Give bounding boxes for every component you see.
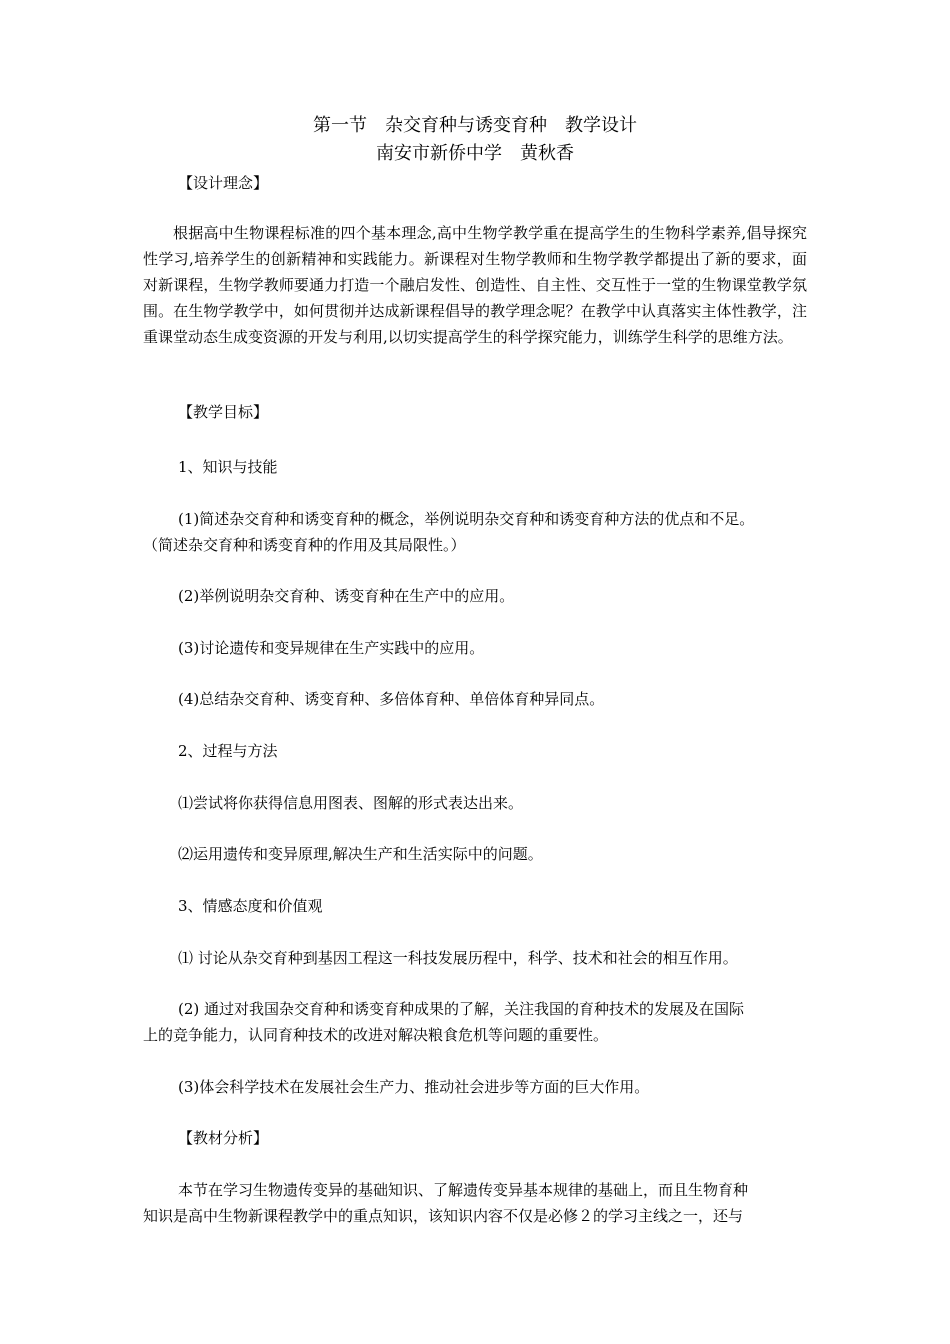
knowledge-heading: 1、知识与技能 xyxy=(178,458,278,476)
section-heading-goals: 【教学目标】 xyxy=(178,403,269,421)
design-concept-paragraph: 根据高中生物课程标准的四个基本理念,高中生物学教学重在提高学生的生物科学素养,倡导探究性学习,培养学生的创新精神和实践能力。新课程对生物学教师和生物学教学都提出了新的要求，面对新课程，生物学教师要通力打造一个融启发性、创造性、自主性、交互性于一堂的生物课堂教学氛围。在生物学教学中，如何贯彻并达成新课程倡导的教学理念呢？在教学中认真落实主体性教学，注重课堂动态生成变资源的开发与利用,以切实提高学生的科学探究能力，训练学生科学的思维方法。 xyxy=(143,224,807,346)
knowledge-item-1: (1)简述杂交育种和诱变育种的概念，举例说明杂交育种和诱变育种方法的优点和不足。 xyxy=(178,510,755,528)
document-title: 第一节 杂交育种与诱变育种 教学设计 xyxy=(313,115,637,136)
knowledge-item-4: (4)总结杂交育种、诱变育种、多倍体育种、单倍体育种异同点。 xyxy=(178,690,605,708)
analysis-paragraph-line-2: 知识是高中生物新课程教学中的重点知识，该知识内容不仅是必修２的学习主线之一，还与 xyxy=(143,1207,744,1225)
knowledge-item-1-continued: （简述杂交育种和诱变育种的作用及其局限性。） xyxy=(143,536,466,554)
analysis-paragraph-line-1: 本节在学习生物遗传变异的基础知识、了解遗传变异基本规律的基础上，而且生物育种 xyxy=(178,1181,749,1199)
attitude-item-3: (3)体会科学技术在发展社会生产力、推动社会进步等方面的巨大作用。 xyxy=(178,1078,650,1096)
section-heading-design-concept: 【设计理念】 xyxy=(178,174,269,192)
attitude-item-2: (2) 通过对我国杂交育种和诱变育种成果的了解，关注我国的育种技术的发展及在国际 xyxy=(178,1000,745,1018)
attitude-item-2-continued: 上的竞争能力，认同育种技术的改进对解决粮食危机等问题的重要性。 xyxy=(143,1026,609,1044)
document-author: 南安市新侨中学 黄秋香 xyxy=(376,143,574,164)
attitude-item-1: ⑴ 讨论从杂交育种到基因工程这一科技发展历程中，科学、技术和社会的相互作用。 xyxy=(178,949,738,967)
process-item-2: ⑵运用遗传和变异原理,解决生产和生活实际中的问题。 xyxy=(178,845,543,863)
process-heading: 2、过程与方法 xyxy=(178,742,278,760)
knowledge-item-2: (2)举例说明杂交育种、诱变育种在生产中的应用。 xyxy=(178,587,515,605)
section-heading-analysis: 【教材分析】 xyxy=(178,1129,269,1147)
process-item-1: ⑴尝试将你获得信息用图表、图解的形式表达出来。 xyxy=(178,794,524,812)
attitude-heading: 3、情感态度和价值观 xyxy=(178,897,323,915)
knowledge-item-3: (3)讨论遗传和变异规律在生产实践中的应用。 xyxy=(178,639,485,657)
